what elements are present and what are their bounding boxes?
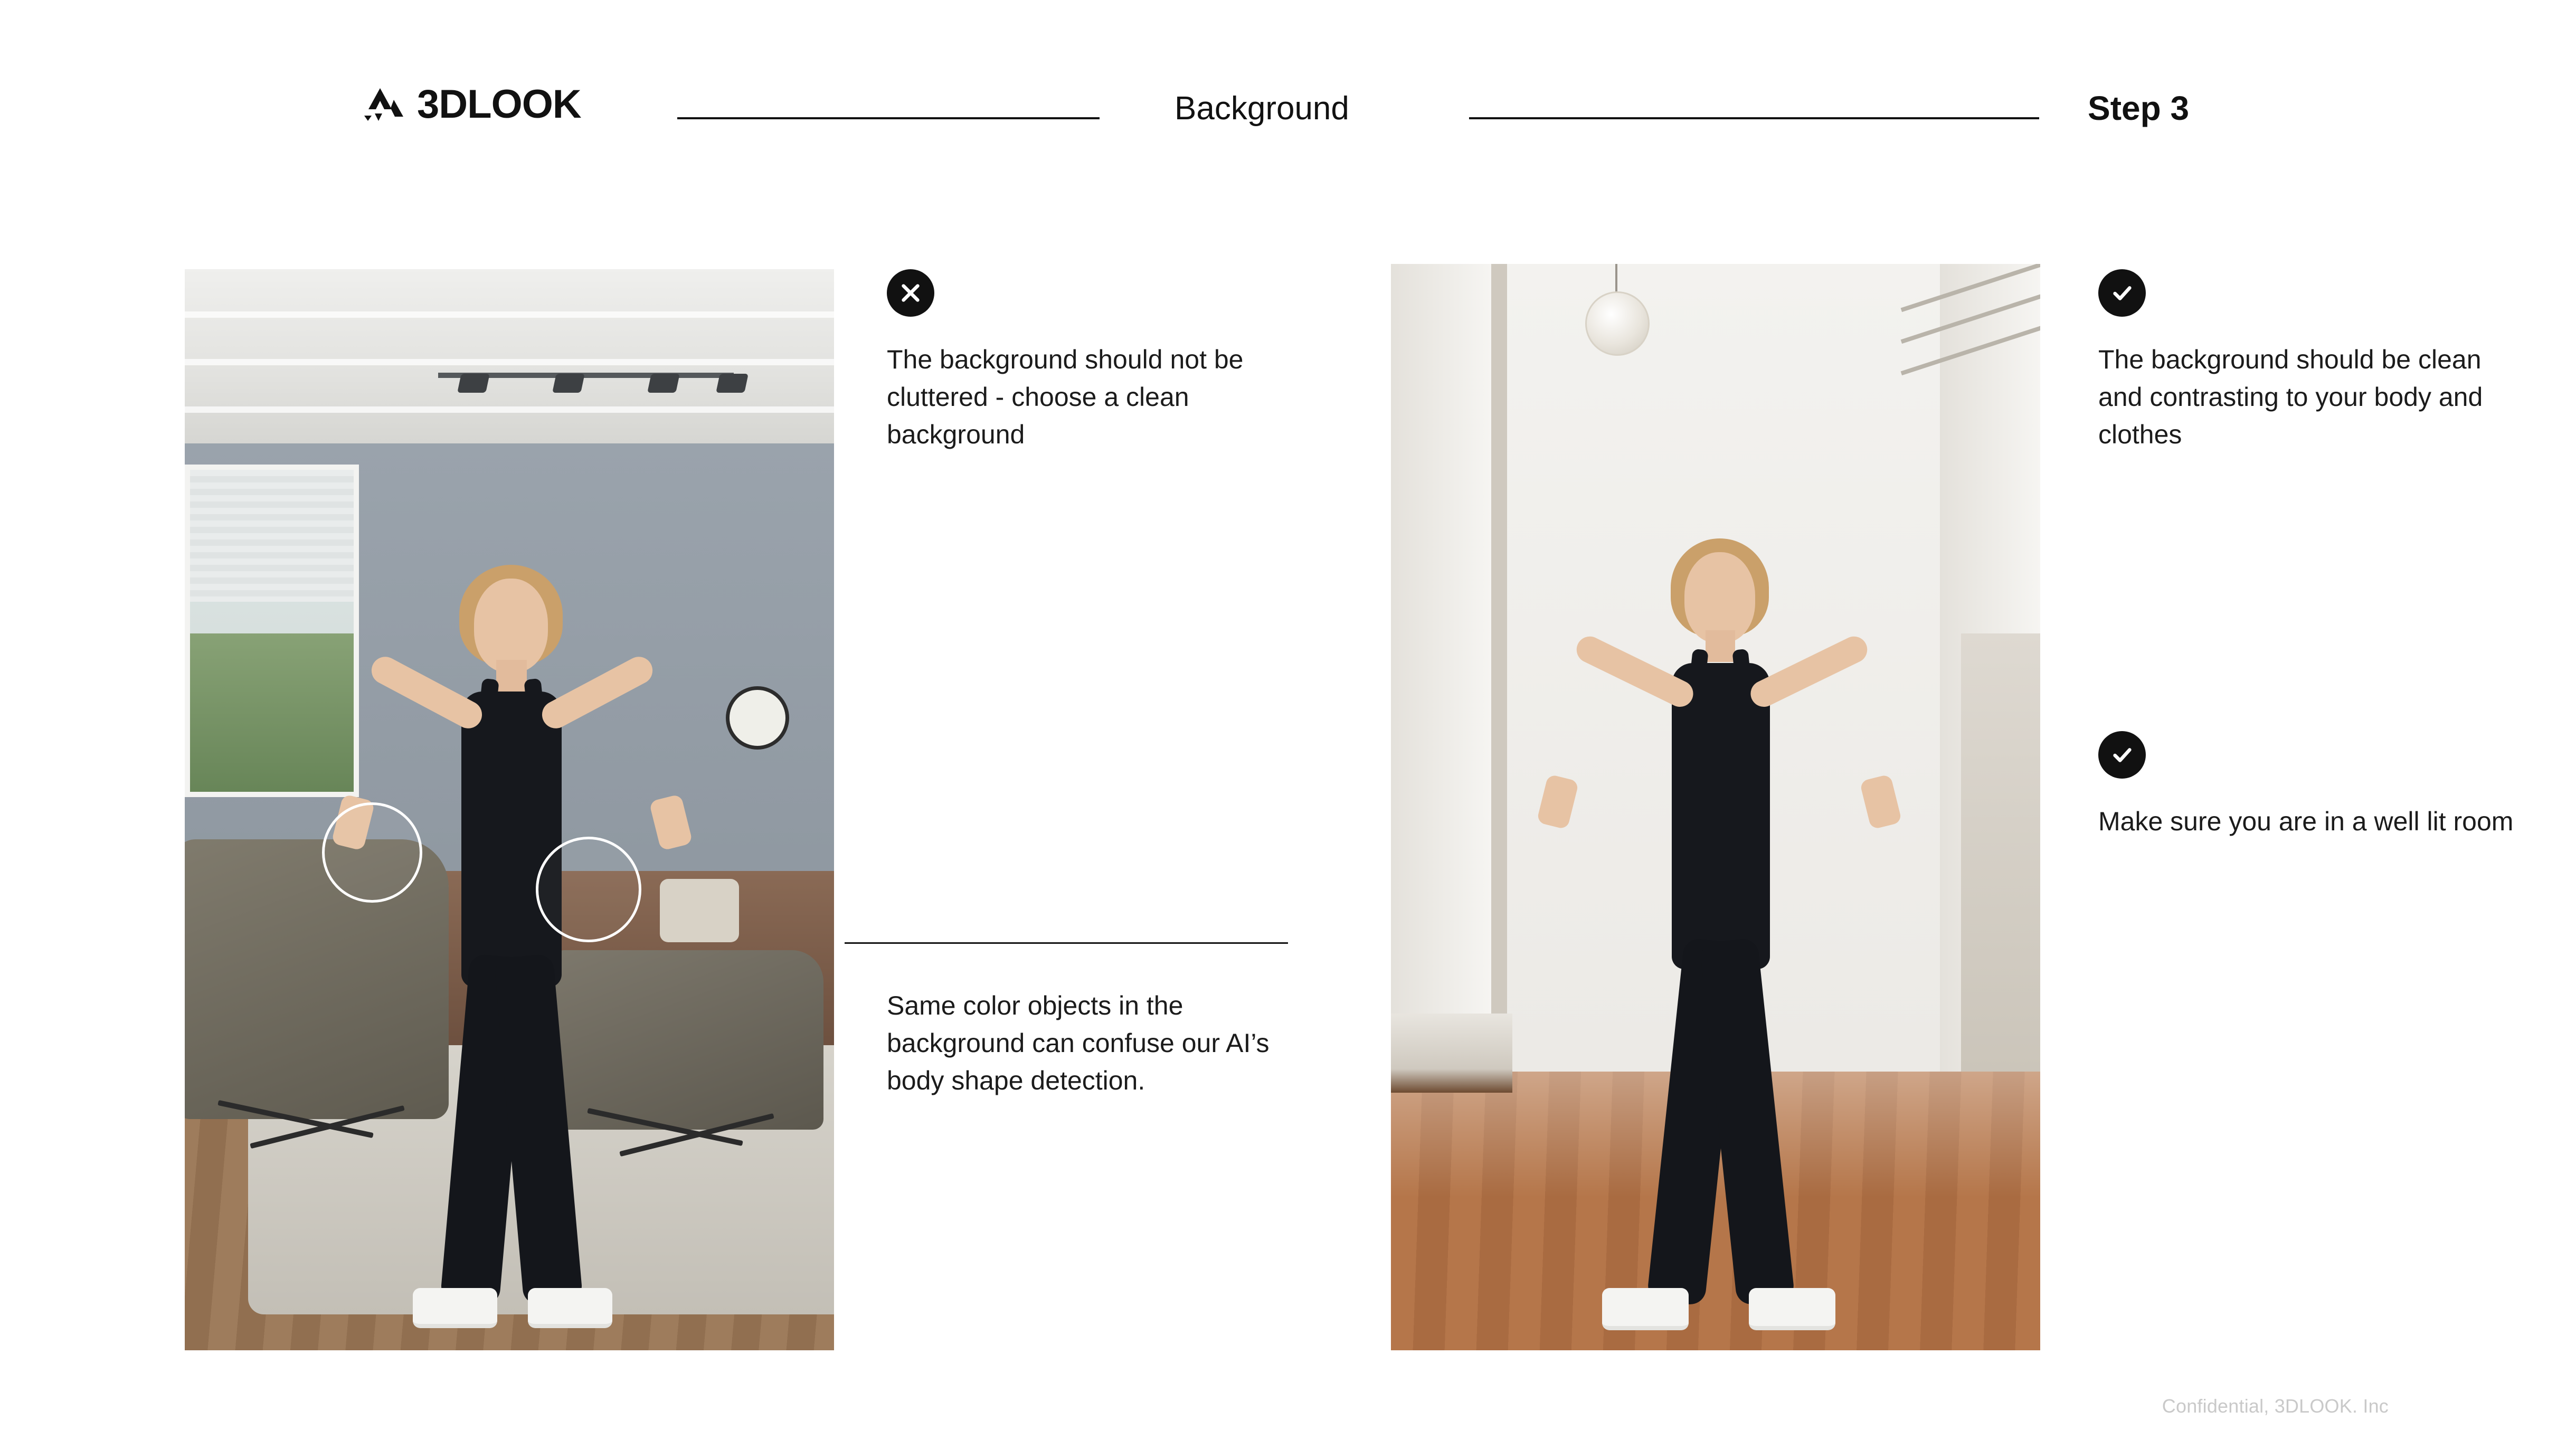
example-photo-clean [1391,264,2040,1350]
track-lamp [716,374,749,393]
wall-edge [1491,264,1507,1072]
track-lamp [552,374,585,393]
baseboard-step [1391,1014,1512,1093]
step-indicator: Step 3 [2088,89,2190,127]
window-blind [190,470,354,602]
confidential-footer: Confidential, 3DLOOK. Inc [2162,1395,2389,1417]
doorway [1961,633,2040,1072]
check-circle-icon [2098,269,2146,317]
highlight-circle-left [322,802,422,903]
stair-railing [1898,285,2040,391]
track-lamp [457,374,490,393]
pendant-cord [1615,264,1617,296]
annotation-well-lit-room [2098,731,2515,840]
ceiling [185,269,834,443]
pendant-lamp [1585,291,1650,356]
sofa-pillow [660,879,739,942]
brand-logo-text: 3DLOOK [417,82,581,127]
window-foliage [190,633,354,792]
cross-circle-icon [887,269,934,317]
window [185,465,359,797]
page-title: Background [1175,90,1349,127]
example-photo-cluttered [185,269,834,1350]
header-rule-right [1469,117,2039,119]
wall-clock [726,686,789,750]
triangle-mark-icon [364,88,403,121]
brand-logo [364,84,581,125]
header-rule-left [677,117,1100,119]
wall-column-left [1391,264,1491,1109]
highlight-circle-right [536,837,641,942]
annotation-text: Make sure you are in a well lit room [2098,807,2514,836]
annotation-divider [845,942,1288,944]
annotation-same-color-objects [887,987,1304,1100]
annotation-clean-background [2098,269,2515,453]
armchair-right [549,950,823,1130]
annotation-cluttered-background [887,269,1309,453]
track-lamp [647,374,680,393]
annotation-text: The background should not be cluttered - choose a clean background [887,345,1244,449]
annotation-text: The background should be clean and contrasting to your body and clothes [2098,345,2483,449]
check-circle-icon [2098,731,2146,779]
annotation-text: Same color objects in the background can confuse our AI’s body shape detection. [887,991,1270,1095]
